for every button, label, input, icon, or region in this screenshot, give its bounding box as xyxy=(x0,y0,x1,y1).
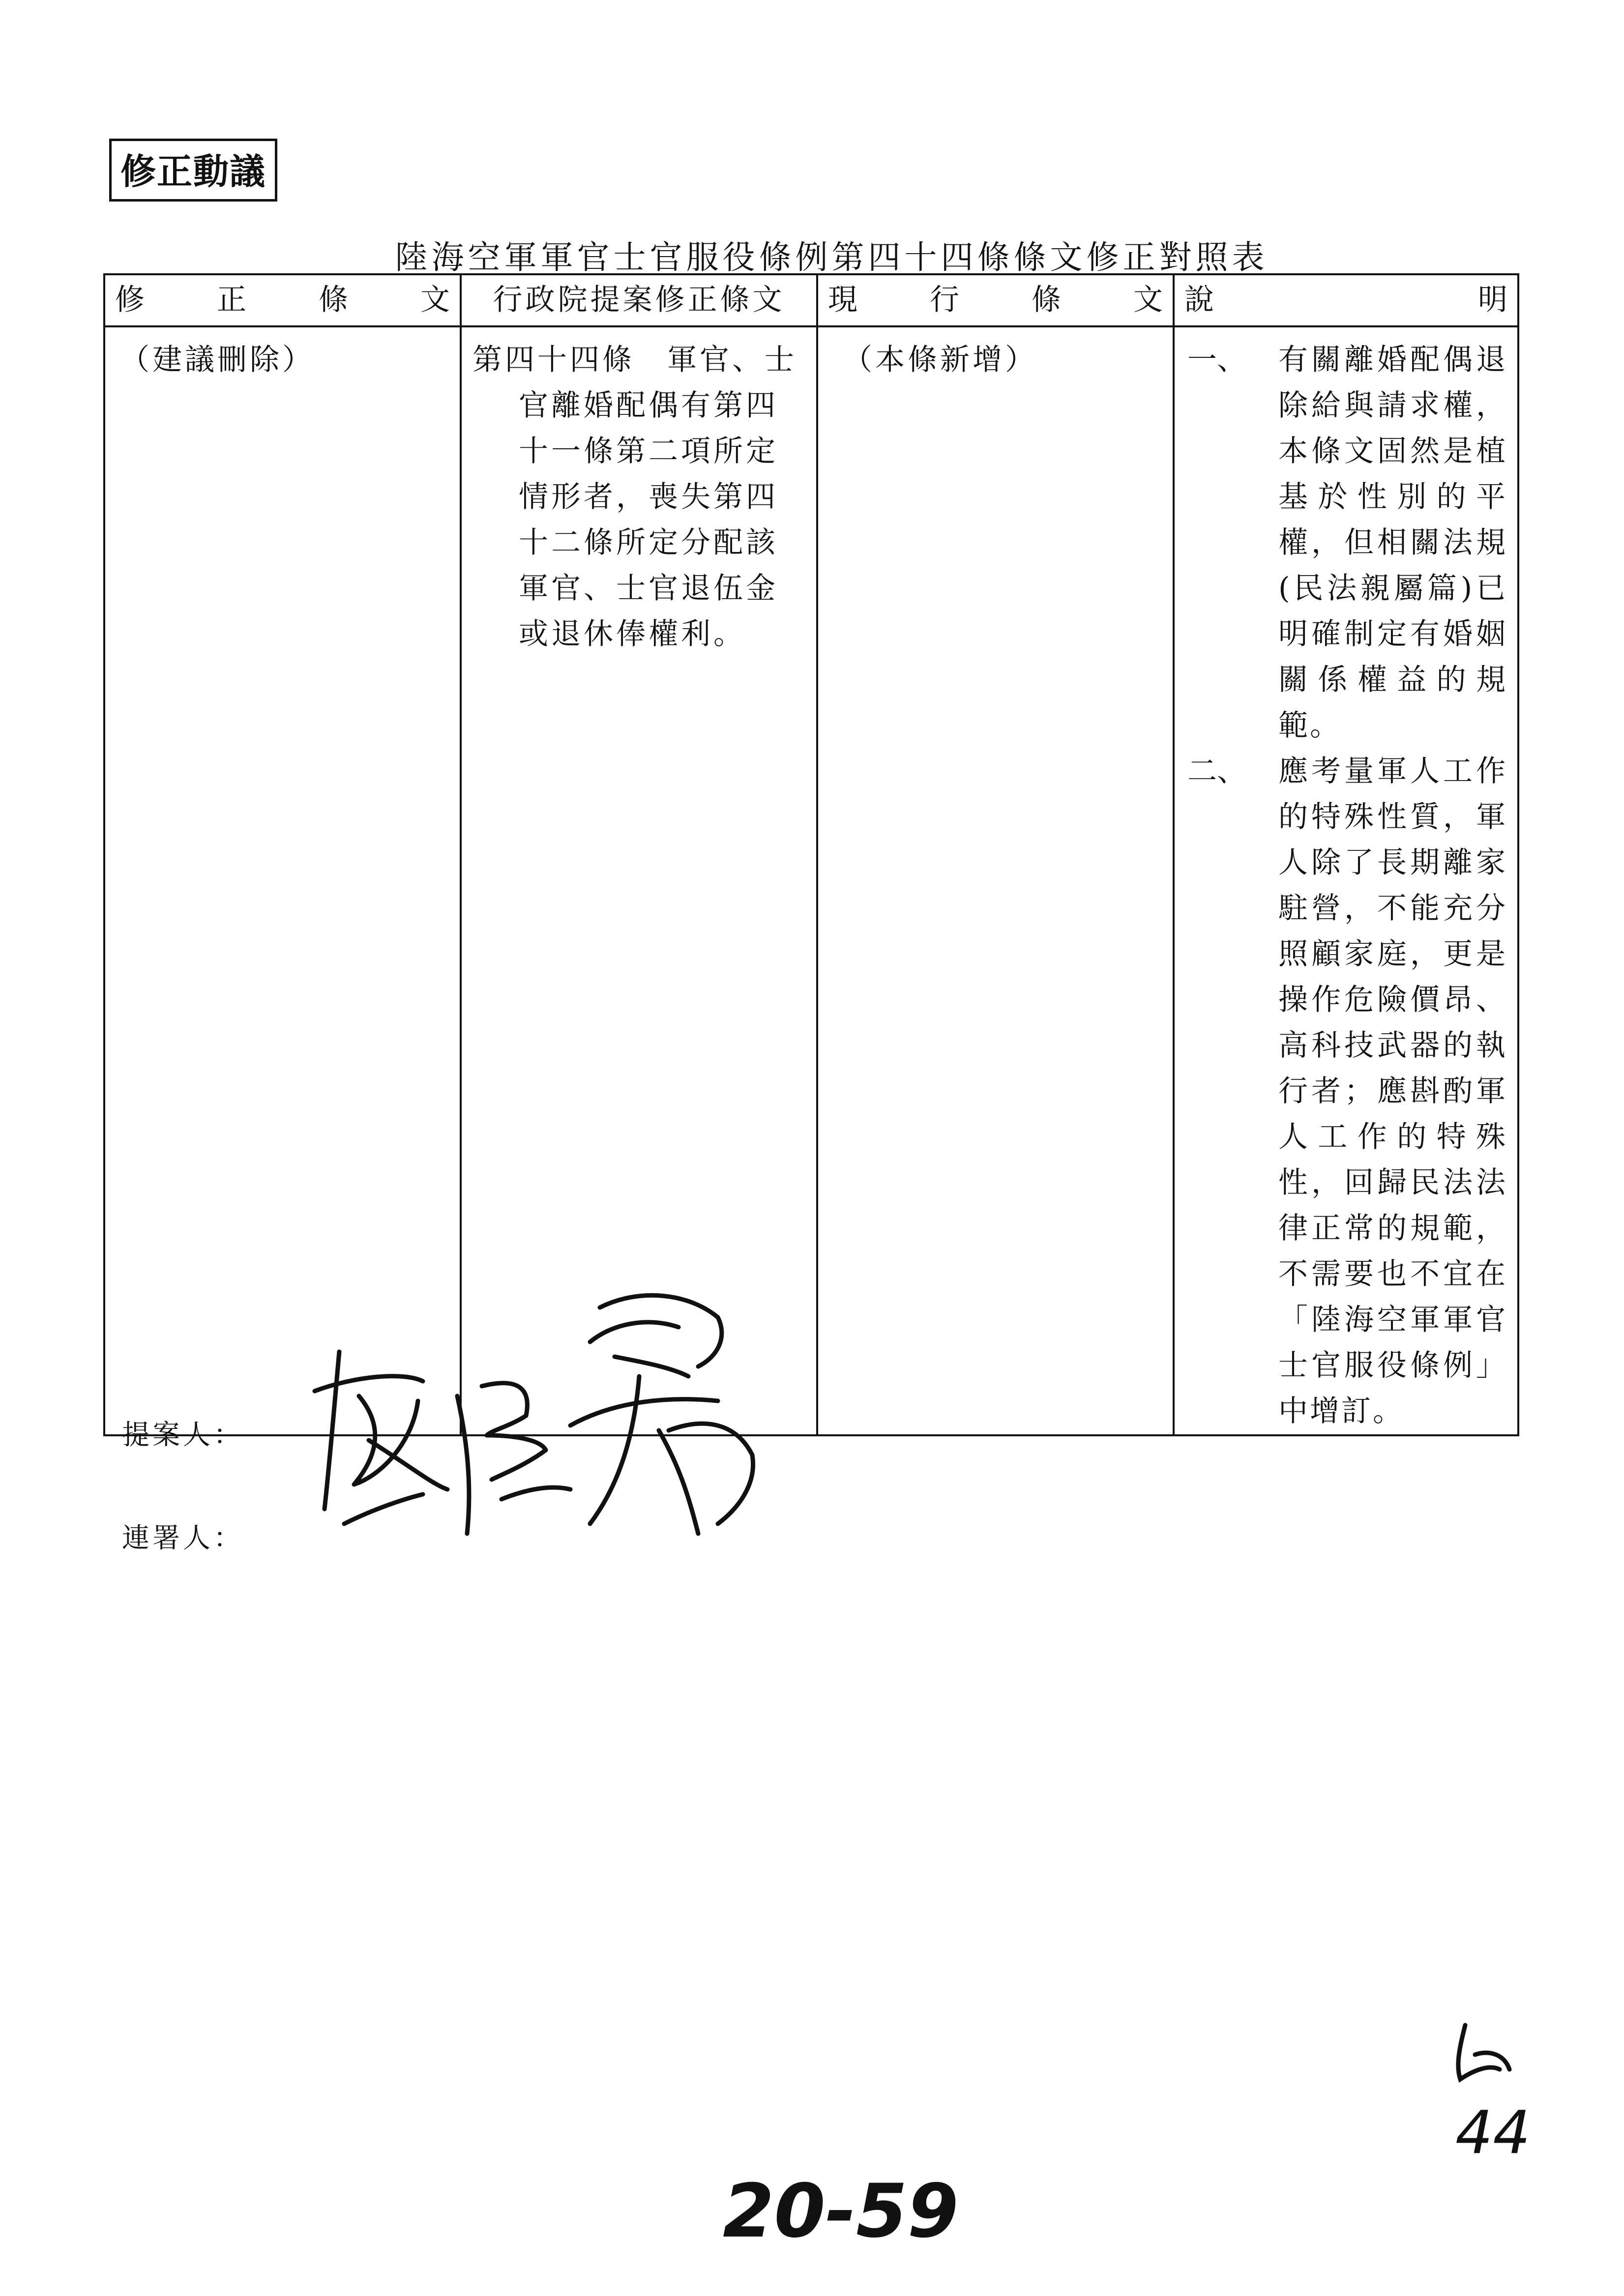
cell-current xyxy=(817,326,1174,1435)
current-text: （本條新增） xyxy=(843,343,1037,377)
cell-executive xyxy=(461,326,817,1435)
header-explanation: 說 明 xyxy=(1174,274,1518,326)
table-body-row xyxy=(104,326,1518,1435)
cell-revised xyxy=(104,326,461,1435)
explanation-item-number: 一、 xyxy=(1187,343,1246,377)
explanation-item xyxy=(1175,749,1517,1434)
explanation-item-text: 應考量軍人工作的特殊性質，軍人除了長期離家駐營，不能充分照顧家庭，更是操作危險價昂、高科技武器的執行者；應斟酌軍人工作的特殊性，回歸民法法律正常的規範，不需要也不宜在「陸海空軍軍官士官服役條例」中增訂。 xyxy=(1278,754,1507,1428)
revised-text: （建議刪除） xyxy=(120,343,315,377)
header-current: 現 行 條 文 xyxy=(817,274,1174,326)
cosigner-label: 連署人： xyxy=(122,1522,244,1554)
explanation-item-number: 二、 xyxy=(1187,754,1246,788)
header-executive: 行政院提案修正條文 xyxy=(461,274,817,326)
svg-text:44: 44 xyxy=(1455,2099,1531,2167)
executive-text: 第四十四條 軍官、士官離婚配偶有第四十一條第二項所定情形者，喪失第四十二條所定分配該軍官、士官退伍金或退休俸權利。 xyxy=(472,343,797,651)
document-title: 陸海空軍軍官士官服役條例第四十四條條文修正對照表 xyxy=(395,238,1269,276)
comparison-table xyxy=(103,273,1519,1436)
cell-explanation xyxy=(1174,326,1518,1435)
table-header-row xyxy=(104,274,1518,326)
handwritten-page-number xyxy=(718,2153,959,2271)
handwritten-corner-note xyxy=(1446,2015,1573,2167)
header-revised: 修 正 條 文 xyxy=(104,274,461,326)
explanation-item-text: 有關離婚配偶退除給與請求權，本條文固然是植基於性別的平權，但相關法規(民法親屬篇)已明確制定有婚姻關係權益的規範。 xyxy=(1278,343,1507,743)
handwritten-signature xyxy=(295,1278,816,1553)
proposer-label: 提案人： xyxy=(122,1419,244,1451)
explanation-item xyxy=(1175,337,1517,749)
svg-text:20-59: 20-59 xyxy=(723,2169,959,2254)
motion-badge: 修正動議 xyxy=(109,139,277,202)
